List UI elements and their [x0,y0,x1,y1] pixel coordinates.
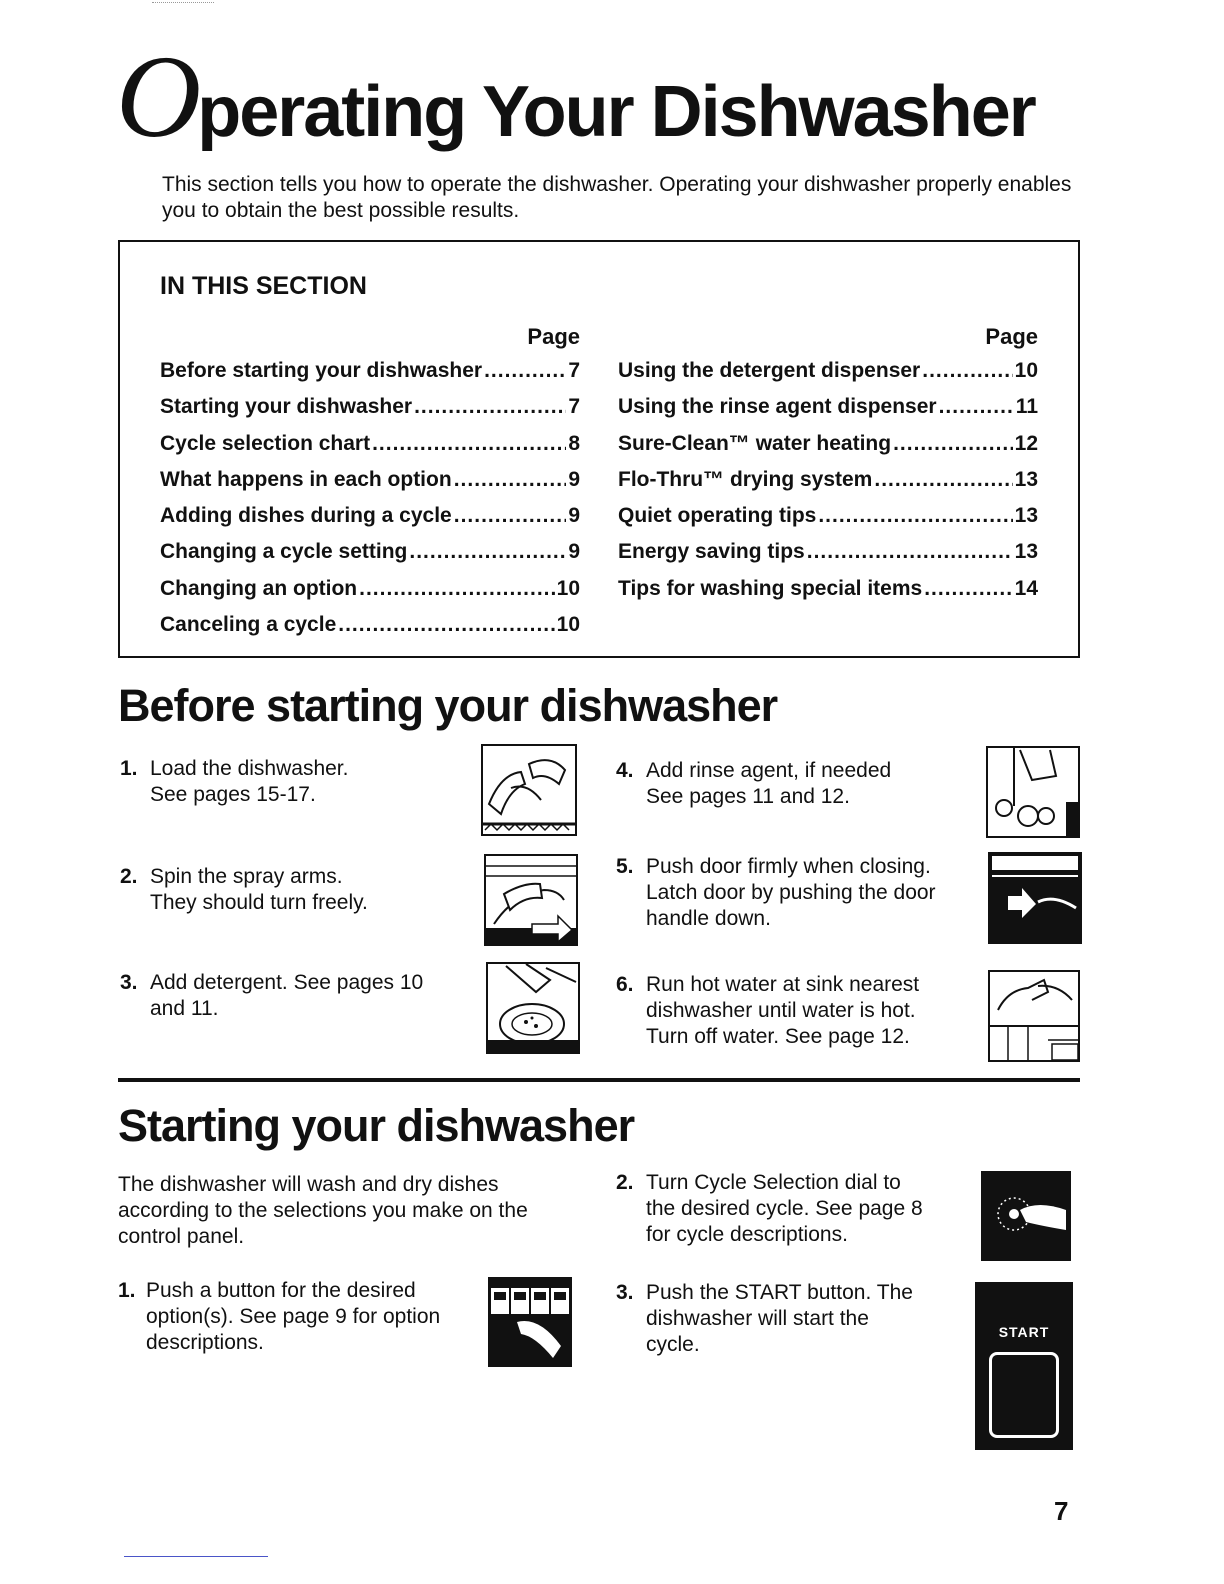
toc-left-column [160,322,580,646]
toc-entry-page: 7 [568,395,580,419]
start-step-1 [118,1278,482,1358]
step-line: descriptions. [146,1331,264,1354]
step-number: 6. [616,973,634,996]
start-button-outline [989,1352,1059,1438]
step-line: Add rinse agent, if needed [646,759,892,782]
toc-entry-label: Starting your dishwasher [160,395,413,419]
toc-entry-page: 10 [1014,359,1038,382]
step-line: Push a button for the desired [146,1279,416,1302]
toc-entry-label: Quiet operating tips [618,504,817,528]
toc-entry-page: 13 [1014,504,1038,528]
toc-entry-page: 8 [568,431,580,455]
step-line: and 11. [150,997,219,1020]
scan-specks [152,2,214,5]
toc-entry[interactable] [160,574,580,610]
toc-entry[interactable] [618,574,1038,610]
before-step-3 [120,970,460,1030]
toc-entry-label: Cycle selection chart [160,431,371,455]
step-number: 3. [616,1281,634,1304]
toc-entry[interactable] [618,392,1038,428]
before-step-5 [616,854,986,934]
toc-entry[interactable] [618,465,1038,501]
intro-paragraph: This section tells you how to operate the dishwasher. Operating your dishwasher properly enables you to obtain the best possible results. [162,173,1072,222]
toc-entry-page: 9 [568,540,580,564]
in-this-section-heading: IN THIS SECTION [160,272,367,300]
toc-entry-page: 12 [1014,431,1038,455]
step-line: Spin the spray arms. [150,865,343,888]
start-button-label: START [998,1324,1050,1340]
toc-entry-label: Canceling a cycle [160,613,337,637]
toc-entry-label: Changing a cycle setting [160,540,408,564]
door-latch-icon [988,852,1082,944]
step-line: Push the START button. The [646,1281,913,1304]
before-step-2 [120,864,460,924]
toc-entry[interactable] [160,610,580,646]
step-number: 4. [616,759,634,782]
step-line: They should turn freely. [150,891,368,914]
step-line: Run hot water at sink nearest [646,973,920,996]
step-number: 2. [120,865,138,888]
step-line: dishwasher until water is hot. [646,999,916,1022]
step-line: Push door firmly when closing. [646,855,931,878]
footer-line [124,1556,268,1557]
toc-entry[interactable] [160,465,580,501]
option-buttons-icon [487,1276,573,1368]
toc-entry-label: Changing an option [160,576,358,600]
toc-entry[interactable] [160,537,580,573]
step-line: Add detergent. See pages 10 [150,971,424,994]
rinse-agent-icon [986,746,1080,838]
toc-entry-label: Adding dishes during a cycle [160,504,452,528]
toc-entry-page: 11 [1015,395,1038,419]
step-line: Load the dishwasher. [150,757,349,780]
before-step-6 [616,972,966,1052]
title-rest: perating Your Dishwasher [197,72,1035,152]
toc-page-header: Page [527,324,580,349]
step-line: dishwasher will start the [646,1307,869,1330]
section-divider [118,1078,1080,1082]
step-number: 1. [120,757,138,780]
step-line: the desired cycle. See page 8 [646,1197,923,1220]
toc-entry-page: 13 [1014,540,1038,564]
start-button-icon [975,1282,1073,1450]
step-number: 1. [118,1279,136,1302]
toc-entry-label: Flo-Thru™ drying system [618,467,873,491]
starting-heading: Starting your dishwasher [118,1100,635,1151]
toc-entry[interactable] [618,537,1038,573]
toc-entry-label: Using the detergent dispenser [618,359,921,382]
toc-entry-label: Sure-Clean™ water heating [618,431,892,455]
step-line: See pages 15-17. [150,783,316,806]
toc-entry-page: 9 [568,504,580,528]
step-number: 3. [120,971,138,994]
step-line: option(s). See page 9 for option [146,1305,441,1328]
step-line: cycle. [646,1333,700,1356]
toc-right-column [618,322,1038,610]
step-line: for cycle descriptions. [646,1223,848,1246]
before-step-4 [616,758,966,818]
step-line: handle down. [646,907,771,930]
step-line: See pages 11 and 12. [646,785,850,808]
page-title [116,31,1035,162]
toc-entry[interactable] [160,392,580,428]
page-number: 7 [1054,1496,1069,1526]
intro-line: according to the selections you make on the [118,1199,528,1222]
toc-entry-label: Energy saving tips [618,540,805,564]
step-line: Turn off water. See page 12. [646,1025,910,1048]
dish-rack-icon [481,744,577,836]
toc-entry-label: What happens in each option [160,467,452,491]
title-initial: O [116,31,198,162]
toc-entry[interactable] [618,501,1038,537]
step-line: Turn Cycle Selection dial to [646,1171,901,1194]
toc-entry-page: 14 [1014,576,1038,600]
toc-entry[interactable] [618,429,1038,465]
toc-entry-page: 13 [1014,467,1038,491]
toc-entry-page: 10 [556,613,580,637]
toc-entry[interactable] [160,429,580,465]
sink-faucet-icon [988,970,1080,1062]
step-number: 5. [616,855,634,878]
toc-entry[interactable] [160,501,580,537]
before-step-1 [120,756,460,816]
toc-entry-label: Using the rinse agent dispenser [618,395,937,419]
step-line: Latch door by pushing the door [646,881,936,904]
toc-entry[interactable] [160,356,580,392]
toc-entry-label: Before starting your dishwasher [160,359,483,382]
toc-entry-page: 9 [568,467,580,491]
intro-line: control panel. [118,1225,245,1248]
spray-arm-icon [484,854,578,946]
toc-entry-page: 10 [556,576,580,600]
starting-intro [118,1172,588,1250]
step-number: 2. [616,1171,634,1194]
start-step-2 [616,1170,972,1250]
detergent-icon [486,962,580,1054]
toc-page-header: Page [985,324,1038,349]
toc-entry-label: Tips for washing special items [618,576,923,600]
before-starting-heading: Before starting your dishwasher [118,680,778,731]
start-step-3 [616,1280,966,1360]
toc-entry[interactable] [618,356,1038,392]
toc-entry-page: 7 [568,359,580,382]
intro-line: The dishwasher will wash and dry dishes [118,1173,499,1196]
cycle-dial-icon [980,1170,1072,1262]
